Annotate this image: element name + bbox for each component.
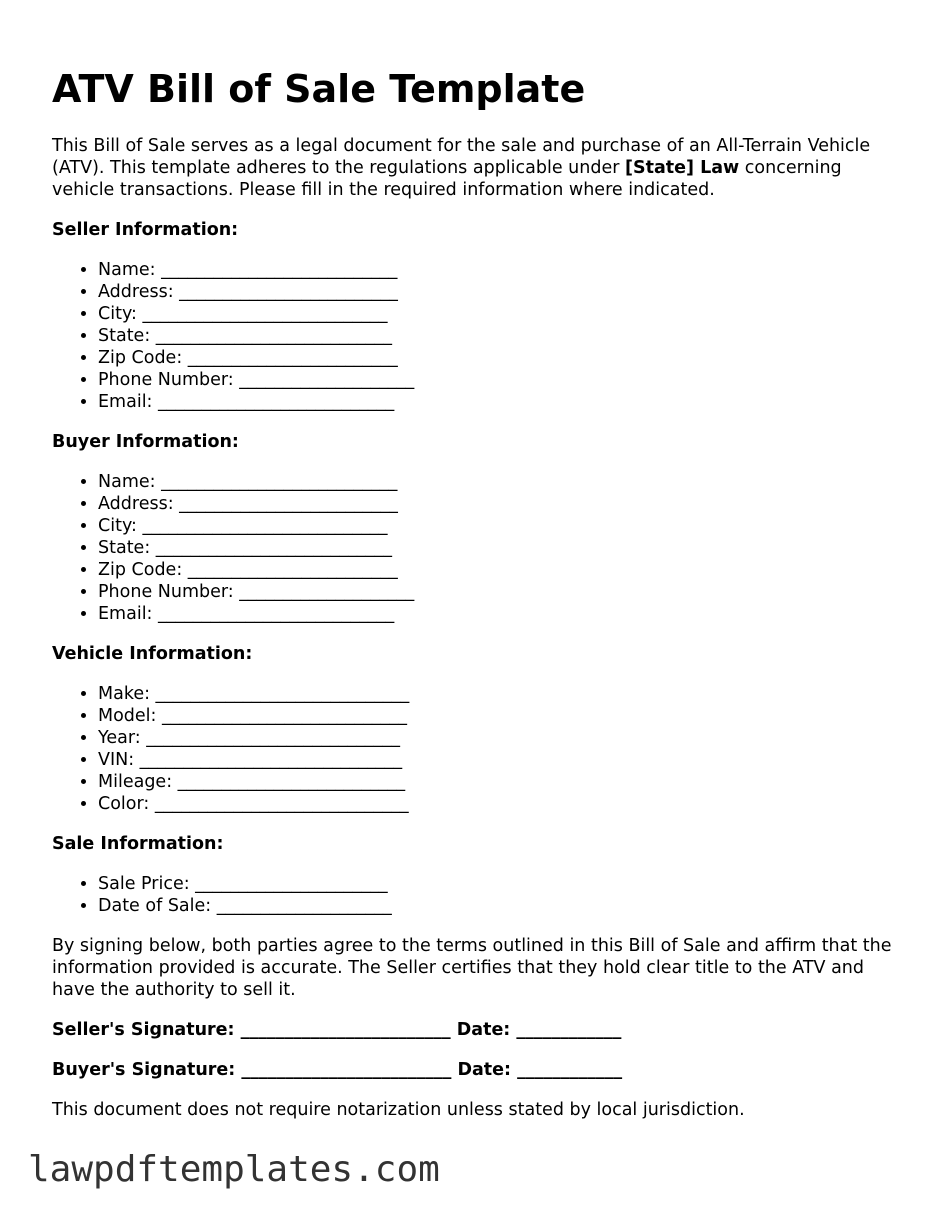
seller-fields bbox=[52, 259, 892, 413]
buyer-state-field: • State: ___________________________ bbox=[98, 537, 892, 559]
vehicle-color-field: • Color: _____________________________ bbox=[98, 793, 892, 815]
buyer-zip-field: • Zip Code: ________________________ bbox=[98, 559, 892, 581]
buyer-email-field: • Email: ___________________________ bbox=[98, 603, 892, 625]
vehicle-fields bbox=[52, 683, 892, 815]
vehicle-mileage-field: • Mileage: __________________________ bbox=[98, 771, 892, 793]
seller-email-field: • Email: ___________________________ bbox=[98, 391, 892, 413]
intro-state-law: [State] Law bbox=[625, 158, 740, 178]
intro-text-end: concerning vehicle transactions. Please fill in the required information where indicated. bbox=[52, 158, 842, 200]
intro-paragraph bbox=[52, 135, 892, 201]
sale-date-field: • Date of Sale: ____________________ bbox=[98, 895, 892, 917]
buyer-address-field: • Address: _________________________ bbox=[98, 493, 892, 515]
seller-phone-field: • Phone Number: ____________________ bbox=[98, 369, 892, 391]
seller-signature-line: Seller's Signature: ________________________ Date: ____________ bbox=[52, 1020, 622, 1040]
vehicle-year-field: • Year: _____________________________ bbox=[98, 727, 892, 749]
closing-paragraph: By signing below, both parties agree to the terms outlined in this Bill of Sale and affirm that the information provided is accurate. The Seller certifies that they hold clear title to the ATV and have the authority to sell it. bbox=[52, 936, 892, 1000]
seller-address-field: • Address: _________________________ bbox=[98, 281, 892, 303]
site-watermark: lawpdftemplates.com bbox=[28, 1149, 440, 1190]
seller-zip-field: • Zip Code: ________________________ bbox=[98, 347, 892, 369]
vehicle-vin-field: • VIN: ______________________________ bbox=[98, 749, 892, 771]
buyer-heading: Buyer Information: bbox=[52, 432, 239, 452]
sale-fields bbox=[52, 873, 892, 917]
seller-state-field: • State: ___________________________ bbox=[98, 325, 892, 347]
notarization-note: This document does not require notarization unless stated by local jurisdiction. bbox=[52, 1100, 745, 1120]
buyer-fields bbox=[52, 471, 892, 625]
buyer-signature-line: Buyer's Signature: ________________________ Date: ____________ bbox=[52, 1060, 623, 1080]
buyer-city-field: • City: ____________________________ bbox=[98, 515, 892, 537]
seller-heading: Seller Information: bbox=[52, 220, 239, 240]
document-page bbox=[52, 66, 892, 1121]
page-title: ATV Bill of Sale Template bbox=[52, 67, 586, 111]
seller-name-field: • Name: ___________________________ bbox=[98, 259, 892, 281]
buyer-phone-field: • Phone Number: ____________________ bbox=[98, 581, 892, 603]
sale-price-field: • Sale Price: ______________________ bbox=[98, 873, 892, 895]
vehicle-heading: Vehicle Information: bbox=[52, 644, 253, 664]
vehicle-model-field: • Model: ____________________________ bbox=[98, 705, 892, 727]
intro-text-start: This Bill of Sale serves as a legal document for the sale and purchase of an All-Terrain Vehicle (ATV). This template adheres to the regulations applicable under bbox=[52, 136, 871, 178]
seller-city-field: • City: ____________________________ bbox=[98, 303, 892, 325]
vehicle-make-field: • Make: _____________________________ bbox=[98, 683, 892, 705]
buyer-name-field: • Name: ___________________________ bbox=[98, 471, 892, 493]
sale-heading: Sale Information: bbox=[52, 834, 224, 854]
